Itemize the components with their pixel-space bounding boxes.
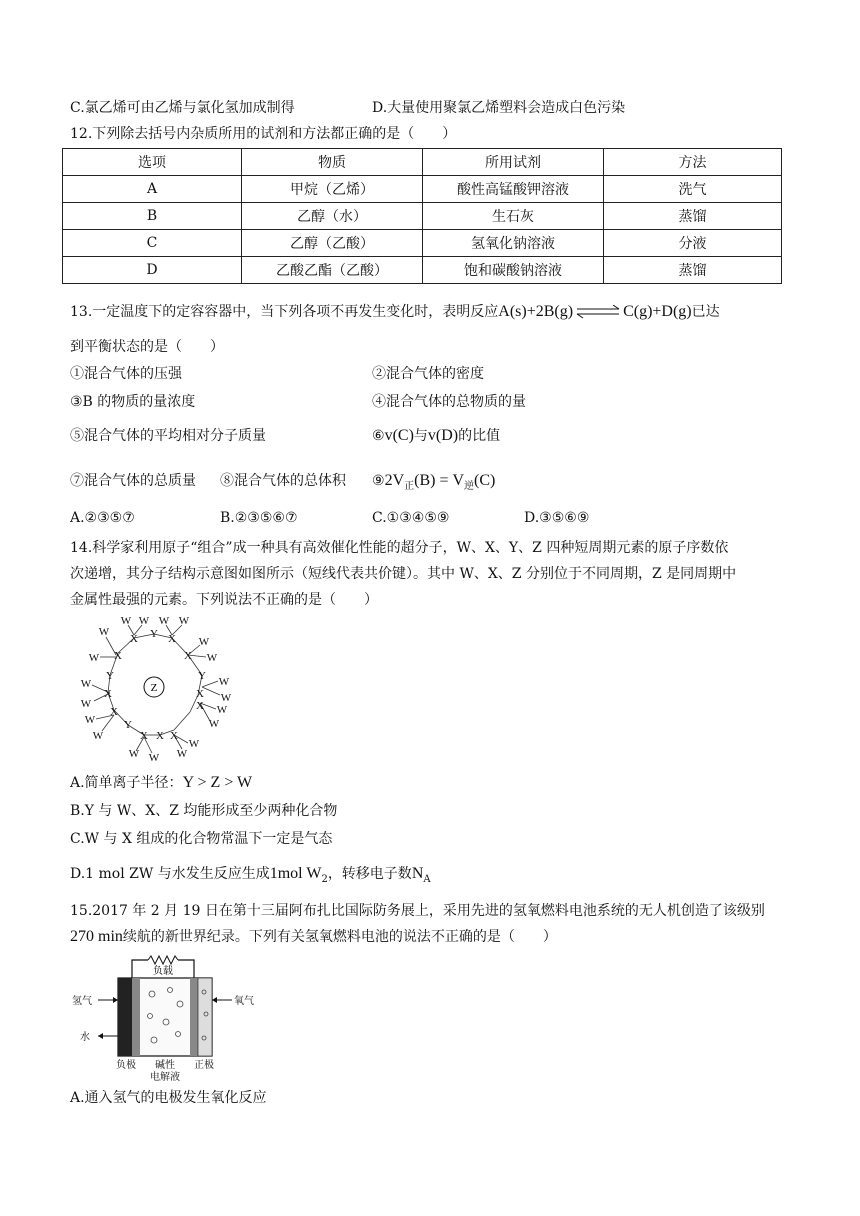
electrolyte-label-2: 电解液 xyxy=(150,1072,180,1082)
atom-y: Y xyxy=(124,719,132,731)
q11-option-d: D.大量使用聚氯乙烯塑料会造成白色污染 xyxy=(372,100,626,116)
table-row xyxy=(63,230,782,257)
table-cell: 洗气 xyxy=(604,176,782,203)
subscript: 正 xyxy=(404,480,415,492)
rate-expr: (C) xyxy=(474,472,496,489)
rate-c: v(C) xyxy=(384,427,414,444)
subscript: A xyxy=(423,873,431,885)
atom-w: W xyxy=(80,678,92,690)
q13-stem-tail: 已达 xyxy=(691,304,720,320)
q14-stem-line3: 金属性最强的元素。下列说法不正确的是（ ） xyxy=(70,592,378,608)
option-text: D.1 mol ZW 与水发生反应生成 xyxy=(70,866,270,882)
table-cell: 乙醇（乙酸） xyxy=(242,230,423,257)
table-row xyxy=(63,203,782,230)
atom-w: W xyxy=(178,615,190,627)
table-cell: B xyxy=(63,203,242,230)
atom-x: X xyxy=(140,730,148,742)
atom-w: W xyxy=(88,652,100,664)
atom-w: W xyxy=(148,752,160,764)
hydrogen-label: 氢气 xyxy=(72,996,92,1007)
option-text: ，转移电子数 xyxy=(327,866,412,882)
q13-item-6 xyxy=(372,426,500,446)
q12-table xyxy=(62,148,782,284)
water-label: 水 xyxy=(80,1032,90,1043)
table-row xyxy=(63,176,782,203)
subscript: 2 xyxy=(321,873,328,885)
q12-stem: 12.下列除去括号内杂质所用的试剂和方法都正确的是（ ） xyxy=(70,126,457,142)
q15-stem-line1: 15.2017 年 2 月 19 日在第十三届阿布扎比国际防务展上，采用先进的氢氧燃料电池系统的无人机创造了该级别 xyxy=(70,903,765,919)
table-cell: 乙酸乙酯（乙酸） xyxy=(242,257,423,284)
atom-x: X xyxy=(110,706,118,718)
table-cell: 生石灰 xyxy=(423,203,604,230)
load-label: 负载 xyxy=(153,966,173,977)
atom-w: W xyxy=(80,698,92,710)
q11-option-c: C.氯乙烯可由乙烯与氯化氢加成制得 xyxy=(70,100,295,116)
q13-item-2: ②混合气体的密度 xyxy=(372,366,484,382)
atom-w: W xyxy=(158,615,170,627)
q13-item-8: ⑧混合气体的总体积 xyxy=(220,473,346,489)
q14-option-a xyxy=(70,773,252,793)
reaction-left: A(s)+2B(g) xyxy=(498,303,574,320)
atom-x: X xyxy=(156,730,164,742)
atom-x: X xyxy=(184,650,192,662)
atom-w: W xyxy=(208,718,220,730)
atom-w: W xyxy=(92,730,104,742)
table-header-row xyxy=(63,149,782,176)
supramolecule-structure-figure xyxy=(70,615,240,765)
q13-stem-line2: 到平衡状态的是（ ） xyxy=(70,339,224,355)
atom-y: Y xyxy=(150,628,158,640)
atom-x: X xyxy=(104,688,112,700)
atom-x: X xyxy=(196,688,204,700)
electrolyte-label: 碱性 xyxy=(155,1060,175,1071)
atom-x: X xyxy=(130,633,138,645)
atom-x: X xyxy=(168,633,176,645)
atom-w: W xyxy=(206,652,218,664)
table-cell: 乙醇（水） xyxy=(242,203,423,230)
q14-option-b: B.Y 与 W、X、Z 均能形成至少两种化合物 xyxy=(70,803,338,819)
reaction-right: C(g)+D(g) xyxy=(623,303,692,320)
atom-y: Y xyxy=(106,670,114,682)
item-connector: 与 xyxy=(413,428,428,444)
rate-expr: 2V xyxy=(384,472,405,489)
rate-d: v(D) xyxy=(427,427,459,444)
q14-stem-line1: 14.科学家利用原子“组合”成一种具有高效催化性能的超分子，W、X、Y、Z 四种短周期元素的原子序数依 xyxy=(70,540,729,556)
atom-w: W xyxy=(176,748,188,760)
atom-w: W xyxy=(120,615,132,627)
atom-w: W xyxy=(84,714,96,726)
fuel-cell-figure xyxy=(70,952,260,1082)
table-cell: 酸性高锰酸钾溶液 xyxy=(423,176,604,203)
q13-option-c: C.①③④⑤⑨ xyxy=(372,510,450,526)
atom-w: W xyxy=(218,676,230,688)
q13-item-5: ⑤混合气体的平均相对分子质量 xyxy=(70,428,266,444)
q13-item-3: ③B 的物质的量浓度 xyxy=(70,394,196,410)
q14-stem-line2: 次递增，其分子结构示意图如图所示（短线代表共价键）。其中 W、X、Z 分别位于不同周期，Z 是同周期中 xyxy=(70,566,737,582)
option-math: 1mol W xyxy=(269,865,322,882)
q13-item-7: ⑦混合气体的总质量 xyxy=(70,473,196,489)
atom-w: W xyxy=(198,636,210,648)
atom-y: Y xyxy=(198,670,206,682)
table-cell: 饱和碳酸钠溶液 xyxy=(423,257,604,284)
table-cell: A xyxy=(63,176,242,203)
table-header-cell: 物质 xyxy=(242,149,423,176)
q13-option-a: A.②③⑤⑦ xyxy=(70,510,135,526)
q15-stem-line2 xyxy=(70,927,557,947)
q13-option-d: D.③⑤⑥⑨ xyxy=(524,510,590,526)
table-header-cell: 所用试剂 xyxy=(423,149,604,176)
table-cell: C xyxy=(63,230,242,257)
subscript: 逆 xyxy=(464,480,475,492)
atom-w: W xyxy=(188,738,200,750)
q13-option-b: B.②③⑤⑥⑦ xyxy=(220,510,298,526)
atom-w: W xyxy=(138,615,150,627)
q13-item-4: ④混合气体的总物质的量 xyxy=(372,394,526,410)
duration-value: 270 min xyxy=(70,928,123,945)
atom-z: Z xyxy=(150,682,158,694)
atom-w: W xyxy=(128,748,140,760)
atom-w: W xyxy=(216,704,228,716)
item-marker: ⑥ xyxy=(372,428,385,444)
q13-stem-text: 13.一定温度下的定容容器中，当下列各项不再发生变化时，表明反应 xyxy=(70,304,499,320)
item-tail: 的比值 xyxy=(458,428,501,444)
q14-option-c: C.W 与 X 组成的化合物常温下一定是气态 xyxy=(70,831,333,847)
negative-electrode-label: 负极 xyxy=(116,1060,136,1071)
stem-text: 续航的新世界纪录。下列有关氢氧燃料电池的说法不正确的是（ ） xyxy=(122,929,557,945)
atom-x: X xyxy=(196,700,204,712)
table-cell: 分液 xyxy=(604,230,782,257)
atom-x: X xyxy=(114,650,122,662)
table-header-cell: 方法 xyxy=(604,149,782,176)
q13-item-9 xyxy=(372,471,495,497)
rate-expr: (B) = V xyxy=(414,472,465,489)
q13-item-1: ①混合气体的压强 xyxy=(70,366,182,382)
oxygen-label: 氧气 xyxy=(234,996,254,1007)
table-cell: 蒸馏 xyxy=(604,203,782,230)
table-cell: 甲烷（乙烯） xyxy=(242,176,423,203)
table-cell: 氢氧化钠溶液 xyxy=(423,230,604,257)
item-marker: ⑨ xyxy=(372,473,385,489)
table-cell: 蒸馏 xyxy=(604,257,782,284)
atom-w: W xyxy=(220,692,232,704)
avogadro-symbol: N xyxy=(411,865,424,882)
option-math: Y > Z > W xyxy=(182,774,253,791)
atom-x: X xyxy=(170,730,178,742)
q13-stem-line1 xyxy=(70,302,720,322)
table-row xyxy=(63,257,782,284)
positive-electrode-label: 正极 xyxy=(194,1060,214,1071)
q14-option-d xyxy=(70,864,431,890)
equilibrium-arrow-icon xyxy=(575,305,621,319)
option-text: A.简单离子半径： xyxy=(70,775,183,791)
table-header-cell: 选项 xyxy=(63,149,242,176)
atom-w: W xyxy=(98,626,110,638)
table-cell: D xyxy=(63,257,242,284)
q15-option-a: A.通入氢气的电极发生氧化反应 xyxy=(70,1090,267,1106)
